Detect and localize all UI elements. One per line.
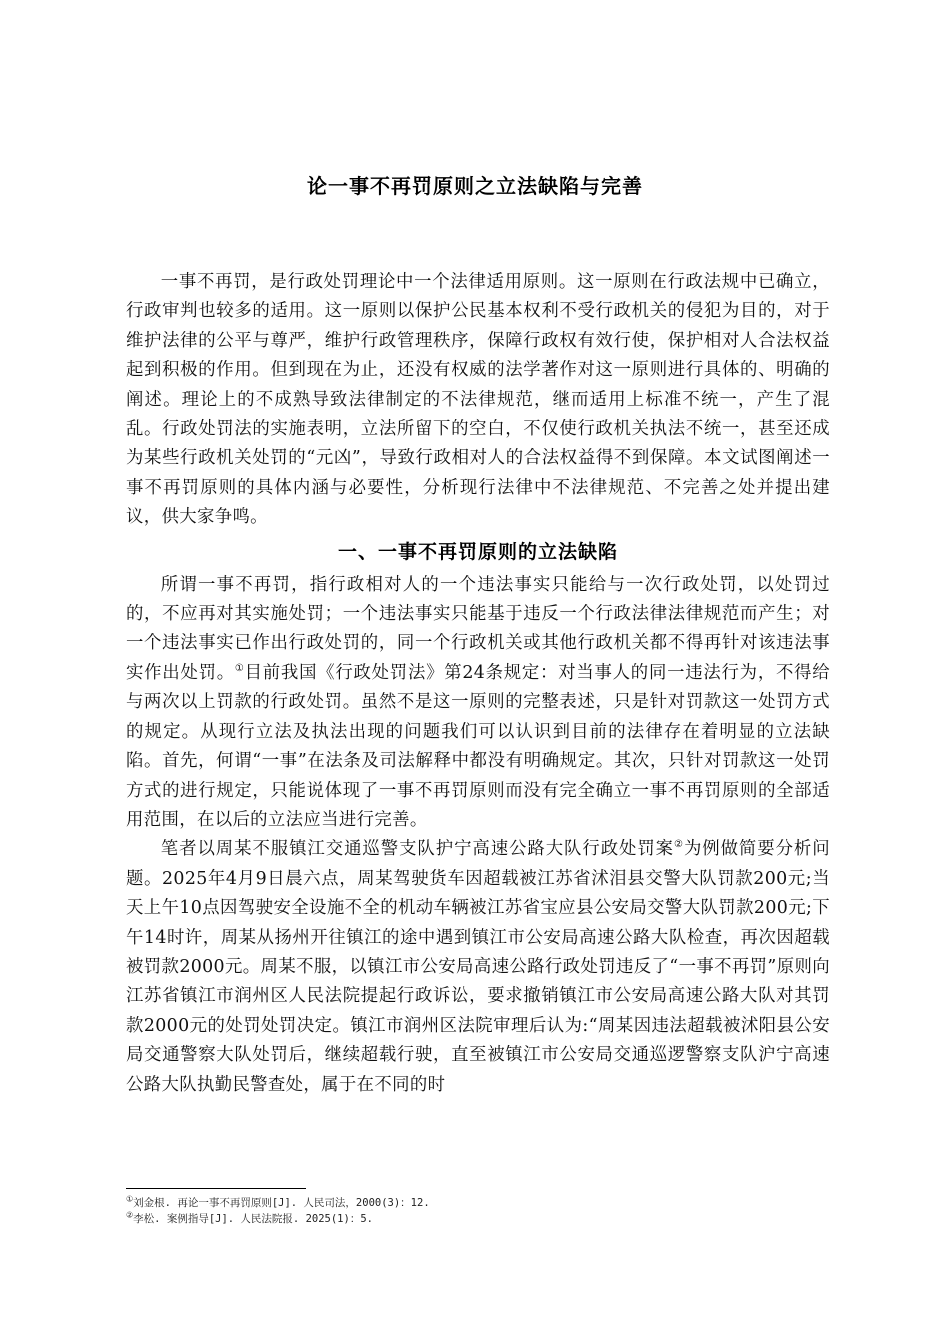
paragraph-text: 笔者以周某不服镇江交通巡警支队护宁高速公路大队行政处罚案 — [160, 839, 675, 860]
footnotes — [126, 1195, 830, 1227]
paragraph-text: 目前我国《行政处罚法》第24条规定：对当事人的同一违法行为，不得给与两次以上罚款的行政处罚。虽然不是这一原则的完整表述，只是针对罚款这一处罚方式的规定。从现行立法及执法出现的问题我们可以认识到目前的法律存在着明显的立法缺陷。首先，何谓“一事”在法条及司法解释中都没有明确规定。其次，只针对罚款这一处罚方式的进行规定，只能说体现了一事不再罚原则而没有完全确立一事不再罚原则的全部适用范围，在以后的立法应当进行完善。 — [126, 662, 830, 830]
footnote-mark: ② — [126, 1210, 134, 1220]
paragraph-text: 所谓一事不再罚，指行政相对人的一个违法事实只能给与一次行政处罚，以处罚过的，不应再对其实施处罚；一个违法事实只能基于违反一个行政法律法律规范而产生；对一个违法事实已作出行政处罚的，同一个行政机关或其他行政机关都不得再针对该违法事实作出处罚。 — [126, 574, 830, 683]
section-heading: 一、一事不再罚原则的立法缺陷 — [337, 540, 618, 563]
paragraph-text: 为例做简要分析问题。2025年4月9日晨六点，周某驾驶货车因超载被江苏省沭泪县交警大队罚款200元;当天上午10点因驾驶安全设施不全的机动车辆被江苏省宝应县公安局交警大队罚款200元;下午14时许，周某从扬州开往镇江的途中遇到镇江市公安局高速公路大队检查，再次因超载被罚款2000元。周某不服，以镇江市公安局高速公路行政处罚违反了“一事不再罚”原则向江苏省镇江市润州区人民法院提起行政诉讼，要求撤销镇江市公安局高速公路大队对其罚款2000元的处罚处罚决定。镇江市润州区法院审理后认为:“周某因违法超载被沭阳县公安局交通警察大队处罚后，继续超载行驶，直至被镇江市公安局交通巡逻警察支队沪宁高速公路大队执勤民警查处，属于在不同的时 — [126, 839, 830, 1095]
document-body — [126, 268, 830, 1100]
footnote-mark: ① — [126, 1194, 134, 1204]
footnote-reference-2[interactable]: ② — [674, 839, 684, 851]
footnote-text: 李松. 案例指导[J]. 人民法院报. 2025(1)：5. — [133, 1213, 373, 1225]
section-paragraph-2 — [126, 835, 830, 1100]
footnote-separator — [126, 1188, 306, 1189]
intro-paragraph: 一事不再罚，是行政处罚理论中一个法律适用原则。这一原则在行政法规中已确立，行政审判也较多的适用。这一原则以保护公民基本权利不受行政机关的侵犯为目的，对于维护法律的公平与尊严，维护行政管理秩序，保障行政权有效行使，保护相对人合法权益起到积极的作用。但到现在为止，还没有权威的法学著作对这一原则进行具体的、明确的阐述。理论上的不成熟导致法律制定的不法律规范，继而适用上标准不统一，产生了混乱。行政处罚法的实施表明，立法所留下的空白，不仅使行政机关执法不统一，甚至还成为某些行政机关处罚的“元凶”，导致行政相对人的合法权益得不到保障。本文试图阐述一事不再罚原则的具体内涵与必要性，分析现行法律中不法律规范、不完善之处并提出建议，供大家争鸣。 — [126, 272, 830, 528]
footnote-1 — [126, 1195, 830, 1211]
document-title: 论一事不再罚原则之立法缺陷与完善 — [307, 174, 643, 198]
footnote-reference-1[interactable]: ① — [234, 663, 245, 675]
section-paragraph-1 — [126, 571, 830, 836]
footnote-text: 刘金根. 再论一事不再罚原则[J]. 人民司法，2000(3)：12. — [133, 1197, 430, 1209]
footnote-2 — [126, 1211, 830, 1227]
